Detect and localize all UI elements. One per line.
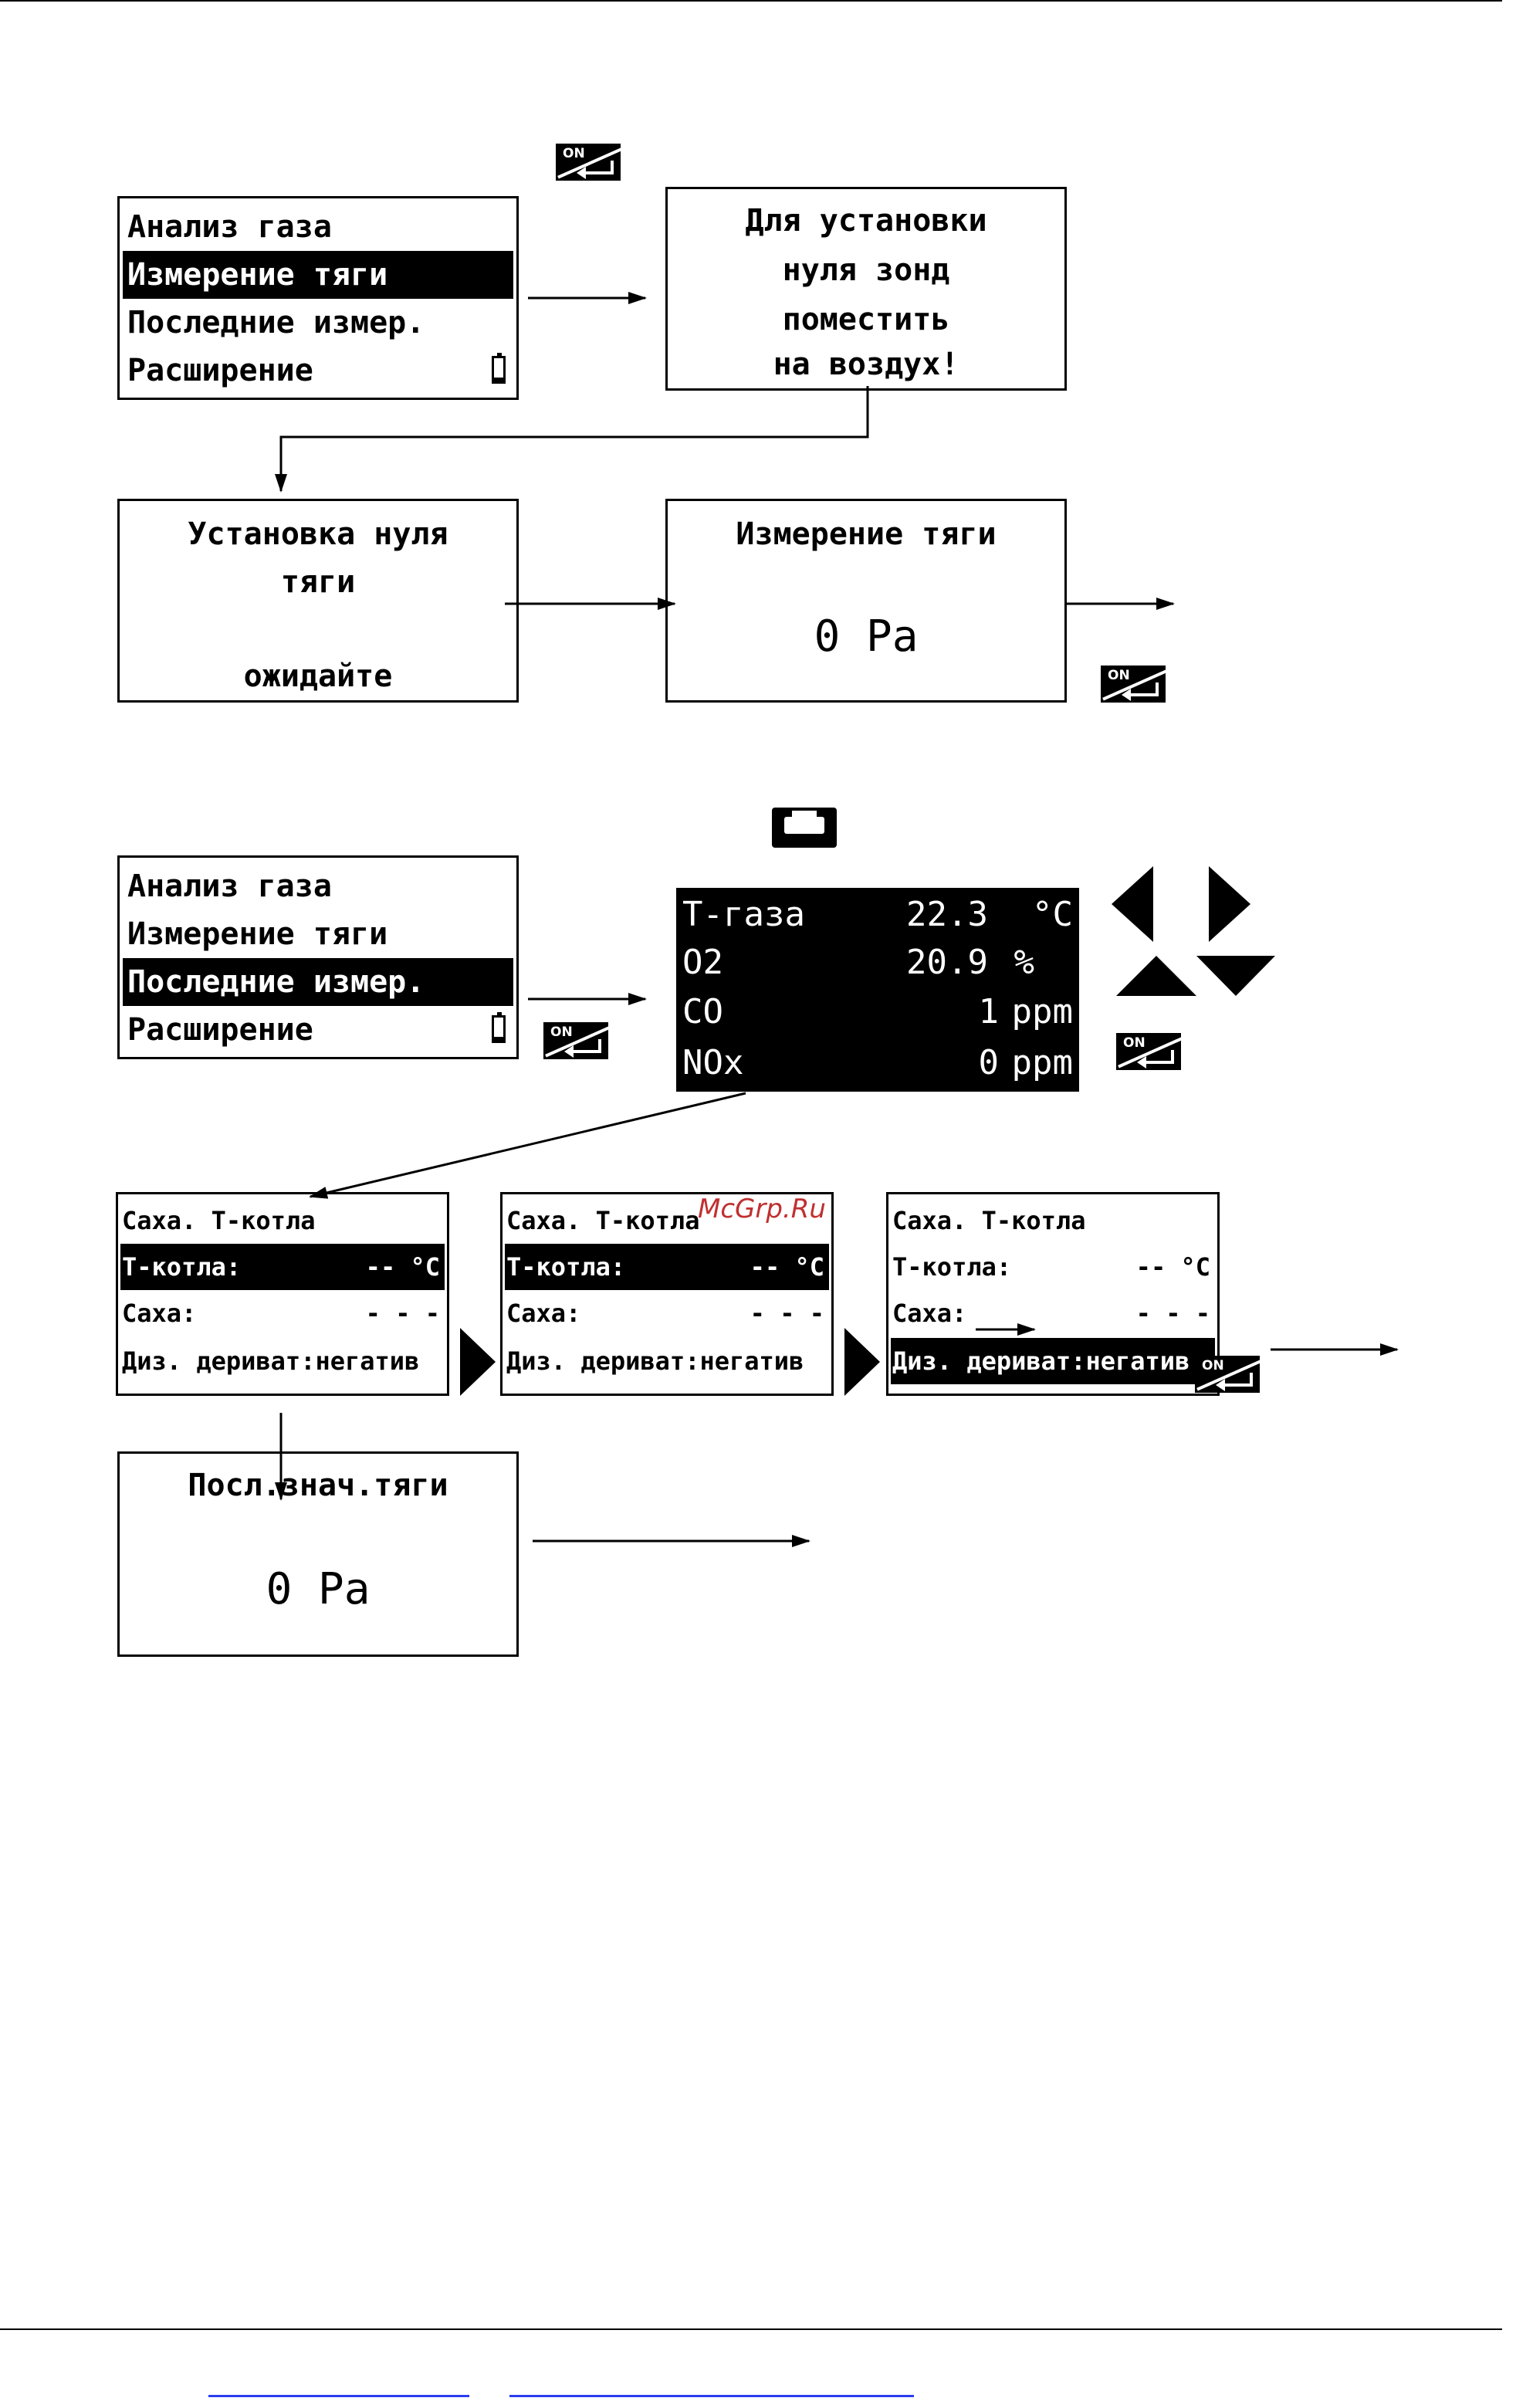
zero-prompt-line-1: Для установки <box>745 203 987 239</box>
soot-row[interactable]: Саха: - - - <box>892 1299 1210 1328</box>
menu-item-extension[interactable]: Расширение <box>127 353 313 388</box>
boiler-title: Саха. Т-котла <box>506 1206 700 1235</box>
menu-item-last-measurements[interactable]: Последние измер. <box>123 958 513 1006</box>
right-arrow-icon <box>844 1328 880 1396</box>
footer-link[interactable] <box>208 2395 469 2397</box>
last-draft-title: Посл.знач.тяги <box>188 1468 448 1503</box>
on-enter-key-icon: ON <box>543 1022 608 1059</box>
zero-prompt-line-2: нуля зонд <box>782 252 950 288</box>
result-row: NOx 0 ppm <box>682 1043 1073 1082</box>
boiler-temp-row[interactable]: Т-котла: -- °C <box>120 1244 445 1290</box>
last-draft-value: 0 Pa <box>266 1564 371 1614</box>
on-enter-key-icon: ON <box>1195 1356 1260 1393</box>
oil-derivative-row[interactable]: Диз. дериват:негатив <box>122 1346 420 1376</box>
oil-derivative-row[interactable]: Диз. дериват:негатив <box>506 1346 804 1376</box>
on-enter-key-icon: ON <box>1116 1033 1181 1070</box>
menu-item-gas-analysis[interactable]: Анализ газа <box>127 209 332 245</box>
menu-item-draft-measurement[interactable]: Измерение тяги <box>127 916 388 952</box>
result-row: O2 20.9 % <box>682 943 1034 982</box>
zero-prompt-line-3: поместить <box>782 302 950 337</box>
watermark: McGrp.Ru <box>698 1194 826 1224</box>
zeroing-line-1: Установка нуля <box>188 516 448 552</box>
draft-value: 0 Pa <box>814 611 919 662</box>
soot-row[interactable]: Саха: - - - <box>506 1299 824 1328</box>
result-row: T-газа 22.3 °C <box>682 895 1073 934</box>
arrow-results-to-boiler <box>310 1093 746 1197</box>
menu-item-extension[interactable]: Расширение <box>127 1012 313 1048</box>
menu-item-gas-analysis[interactable]: Анализ газа <box>127 869 332 904</box>
menu-item-last-measurements[interactable]: Последние измер. <box>127 305 425 340</box>
boiler-temp-row[interactable]: Т-котла: -- °C <box>505 1244 829 1290</box>
boiler-title: Саха. Т-котла <box>122 1206 316 1235</box>
result-row: CO 1 ppm <box>682 992 1073 1031</box>
bottom-rule <box>0 2328 1502 2330</box>
boiler-title: Саха. Т-котла <box>892 1206 1086 1235</box>
zero-prompt-line-4: на воздух! <box>773 347 959 382</box>
oil-derivative-row[interactable]: Диз. дериват:негатив <box>891 1338 1215 1384</box>
on-enter-key-icon: ON <box>1101 666 1166 703</box>
right-arrow-icon <box>460 1328 496 1396</box>
footer-link[interactable] <box>509 2395 914 2397</box>
zeroing-wait: ожидайте <box>243 659 393 694</box>
draft-title: Измерение тяги <box>736 516 997 552</box>
boiler-temp-row[interactable]: Т-котла: -- °C <box>892 1252 1210 1282</box>
on-enter-key-icon: ON <box>556 144 621 181</box>
zeroing-line-2: тяги <box>280 564 356 600</box>
soot-row[interactable]: Саха: - - - <box>122 1299 440 1328</box>
menu-item-draft-measurement[interactable]: Измерение тяги <box>123 251 513 299</box>
arrow-prompt-to-zeroing <box>281 386 868 491</box>
